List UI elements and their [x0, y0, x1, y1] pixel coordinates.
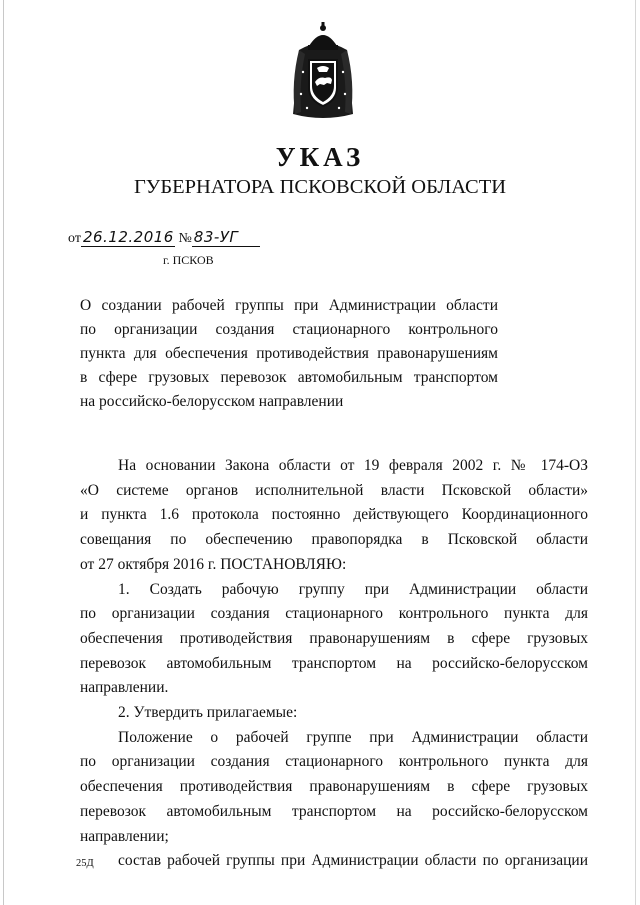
body-line: направлении.: [80, 679, 169, 697]
number-label: №: [178, 231, 192, 246]
body-line: обеспечения противодействия правонарушениям в сфере грузовых: [80, 778, 588, 796]
document-subtitle: ГУБЕРНАТОРА ПСКОВСКОЙ ОБЛАСТИ: [133, 176, 507, 198]
subject-block: [80, 294, 498, 414]
handwritten-date: 26.12.2016: [82, 228, 174, 246]
footer-code: 25Д: [76, 858, 94, 869]
body-line: направлении;: [80, 827, 169, 845]
body-line: 1. Создать рабочую группу при Администрации области: [118, 580, 588, 598]
city-label: г. ПСКОВ: [163, 253, 214, 267]
body-text: [80, 454, 588, 874]
body-line: от 27 октября 2016 г. ПОСТАНОВЛЯЮ:: [80, 555, 347, 573]
document-title: УКАЗ: [275, 142, 365, 172]
body-line: 2. Утвердить прилагаемые:: [118, 704, 298, 722]
coat-of-arms-icon: [287, 22, 359, 124]
body-line: обеспечения противодействия правонарушениям в сфере грузовых: [80, 629, 588, 647]
from-label: от: [68, 231, 81, 246]
body-line: На основании Закона области от 19 февраля 2002 г. № 174-ОЗ: [118, 457, 588, 474]
body-line: «О системе органов исполнительной власти Псковской области»: [80, 481, 588, 499]
body-line: состав рабочей группы при Администрации области по организации: [118, 852, 588, 870]
subject-line: пункта для обеспечения противодействия правонарушениям: [80, 345, 498, 362]
dateline: [68, 228, 260, 247]
subject-line: О создании рабочей группы при Администрации области: [80, 297, 498, 314]
subject-line: по организации создания стационарного контрольного: [80, 321, 498, 338]
body-line: по организации создания стационарного контрольного пункта для: [80, 753, 588, 771]
body-line: Положение о рабочей группе при Администрации области: [118, 728, 588, 746]
body-line: и пункта 1.6 протокола постоянно действующего Координационного: [80, 506, 588, 524]
scan-edge-left: [3, 0, 4, 905]
scan-edge-right: [635, 0, 636, 905]
subject-line: в сфере грузовых перевозок автомобильным транспортом: [80, 369, 498, 386]
body-line: по организации создания стационарного контрольного пункта для: [80, 605, 588, 623]
handwritten-number: 83-УГ: [192, 228, 260, 247]
subject-line: на российско-белорусском направлении: [80, 393, 344, 410]
body-line: совещания по обеспечению правопорядка в Псковской области: [80, 531, 588, 549]
body-line: перевозок автомобильным транспортом на российско-белорусском: [80, 802, 588, 820]
body-line: перевозок автомобильным транспортом на российско-белорусском: [80, 654, 588, 672]
